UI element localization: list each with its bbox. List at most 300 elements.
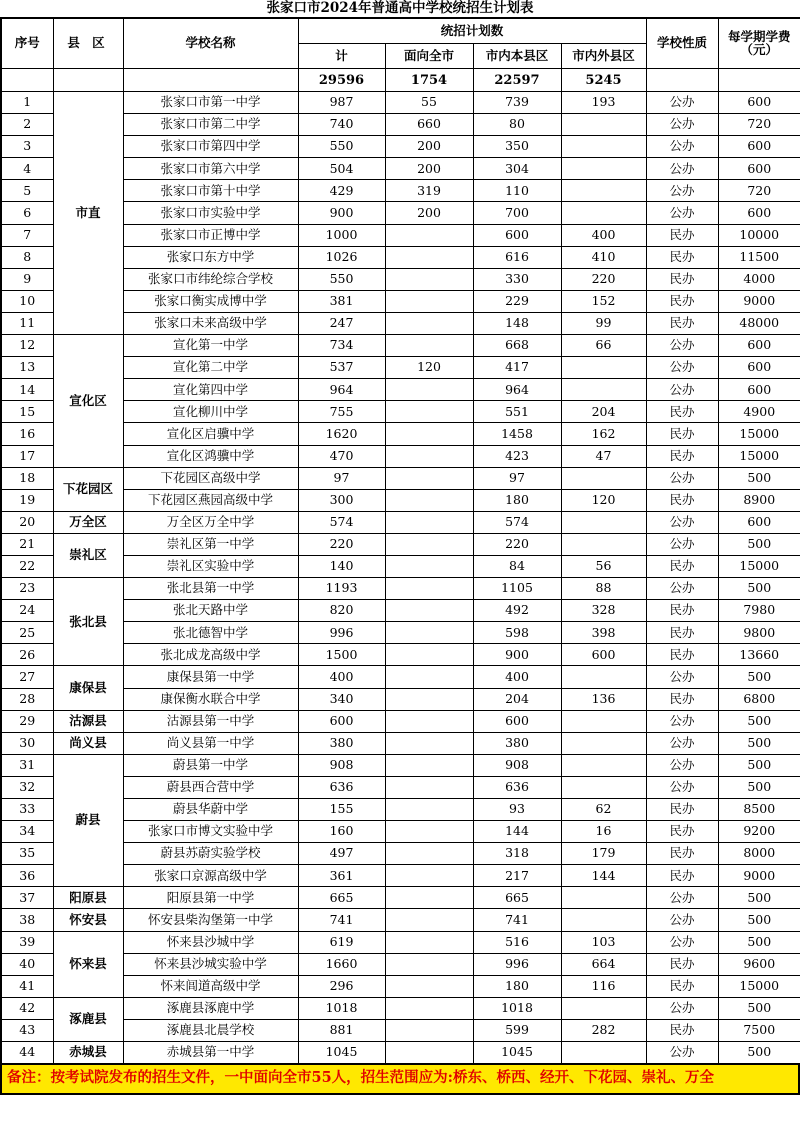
cell-index: 1 [1,92,53,114]
cell-fee: 9000 [718,865,800,887]
cell-in-city-local: 908 [473,754,561,776]
cell-fee: 4900 [718,401,800,423]
cell-citywide [385,865,473,887]
cell-total: 964 [298,379,385,401]
cell-citywide [385,1042,473,1065]
cell-in-city-local: 1045 [473,1042,561,1065]
cell-in-city-other [561,379,646,401]
cell-county: 下花园区 [53,467,123,511]
table-row[interactable] [1,666,800,688]
cell-in-city-local: 492 [473,600,561,622]
cell-total: 140 [298,555,385,577]
cell-fee: 600 [718,379,800,401]
cell-index: 2 [1,114,53,136]
cell-index: 12 [1,335,53,357]
cell-nature: 公办 [646,909,718,931]
cell-citywide [385,268,473,290]
cell-fee: 600 [718,92,800,114]
cell-in-city-local: 516 [473,931,561,953]
cell-citywide [385,887,473,909]
cell-index: 28 [1,688,53,710]
cell-school: 张家口市纬纶综合学校 [123,268,298,290]
cell-total: 300 [298,489,385,511]
cell-school: 张家口市正博中学 [123,224,298,246]
cell-in-city-local: 110 [473,180,561,202]
cell-in-city-local: 741 [473,909,561,931]
cell-nature: 公办 [646,202,718,224]
cell-citywide [385,423,473,445]
cell-in-city-local: 574 [473,511,561,533]
cell-in-city-other: 47 [561,445,646,467]
cell-total: 340 [298,688,385,710]
cell-total: 1045 [298,1042,385,1065]
table-row[interactable] [1,92,800,114]
cell-fee: 500 [718,666,800,688]
cell-nature: 公办 [646,158,718,180]
cell-school: 蔚县西合营中学 [123,776,298,798]
cell-school: 蔚县苏蔚实验学校 [123,843,298,865]
cell-school: 蔚县华蔚中学 [123,799,298,821]
cell-in-city-other: 103 [561,931,646,953]
cell-county: 涿鹿县 [53,997,123,1041]
cell-total: 1018 [298,997,385,1019]
cell-school: 怀来闾道高级中学 [123,975,298,997]
cell-nature: 民办 [646,799,718,821]
cell-index: 4 [1,158,53,180]
cell-fee: 600 [718,357,800,379]
cell-total: 987 [298,92,385,114]
cell-index: 10 [1,290,53,312]
cell-fee: 13660 [718,644,800,666]
cell-total: 400 [298,666,385,688]
cell-citywide [385,600,473,622]
cell-in-city-other [561,710,646,732]
table-row[interactable] [1,997,800,1019]
cell-in-city-other [561,158,646,180]
cell-in-city-other [561,180,646,202]
cell-school: 宣化区启骥中学 [123,423,298,445]
table-row[interactable] [1,732,800,754]
cell-nature: 民办 [646,489,718,511]
header-row-top [1,18,800,44]
cell-total: 537 [298,357,385,379]
column-header-school: 学校名称 [123,18,298,69]
cell-fee: 500 [718,1042,800,1065]
cell-in-city-other: 193 [561,92,646,114]
cell-in-city-other: 88 [561,578,646,600]
cell-fee: 15000 [718,423,800,445]
cell-citywide [385,688,473,710]
cell-in-city-other [561,1042,646,1065]
cell-nature: 民办 [646,423,718,445]
cell-in-city-local: 417 [473,357,561,379]
cell-citywide [385,401,473,423]
cell-nature: 公办 [646,887,718,909]
cell-citywide [385,622,473,644]
column-header-citywide: 面向全市 [385,44,473,69]
cell-in-city-other [561,533,646,555]
cell-citywide [385,732,473,754]
cell-total: 470 [298,445,385,467]
cell-county: 怀来县 [53,931,123,997]
cell-total: 908 [298,754,385,776]
cell-in-city-other: 56 [561,555,646,577]
cell-citywide [385,644,473,666]
cell-nature: 民办 [646,246,718,268]
cell-fee: 600 [718,136,800,158]
cell-in-city-other: 400 [561,224,646,246]
cell-fee: 7980 [718,600,800,622]
cell-in-city-local: 700 [473,202,561,224]
cell-school: 宣化区鸿骥中学 [123,445,298,467]
cell-school: 张家口市第十中学 [123,180,298,202]
cell-in-city-other: 152 [561,290,646,312]
cell-nature: 公办 [646,732,718,754]
cell-school: 张家口市第六中学 [123,158,298,180]
cell-citywide: 660 [385,114,473,136]
cell-fee: 500 [718,754,800,776]
table-row[interactable] [1,511,800,533]
cell-total: 550 [298,268,385,290]
cell-in-city-local: 1018 [473,997,561,1019]
cell-index: 36 [1,865,53,887]
column-header-county: 县 区 [53,18,123,69]
cell-school: 张北德智中学 [123,622,298,644]
cell-in-city-local: 636 [473,776,561,798]
cell-in-city-local: 900 [473,644,561,666]
cell-in-city-local: 598 [473,622,561,644]
cell-in-city-local: 668 [473,335,561,357]
cell-in-city-other: 220 [561,268,646,290]
summary-nature-blank [646,69,718,92]
cell-citywide: 200 [385,136,473,158]
cell-fee: 600 [718,511,800,533]
cell-county: 市直 [53,92,123,335]
cell-citywide: 120 [385,357,473,379]
cell-index: 18 [1,467,53,489]
cell-fee: 720 [718,114,800,136]
cell-in-city-local: 423 [473,445,561,467]
cell-fee: 600 [718,202,800,224]
cell-citywide [385,799,473,821]
cell-fee: 600 [718,335,800,357]
column-header-in-city-other: 市内外县区 [561,44,646,69]
cell-nature: 公办 [646,335,718,357]
cell-in-city-local: 1105 [473,578,561,600]
cell-nature: 公办 [646,931,718,953]
cell-fee: 500 [718,732,800,754]
cell-nature: 民办 [646,843,718,865]
cell-fee: 500 [718,467,800,489]
cell-school: 沽源县第一中学 [123,710,298,732]
cell-nature: 公办 [646,136,718,158]
cell-fee: 9600 [718,953,800,975]
cell-citywide [385,997,473,1019]
cell-index: 41 [1,975,53,997]
cell-county: 赤城县 [53,1042,123,1065]
cell-school: 崇礼区实验中学 [123,555,298,577]
cell-index: 32 [1,776,53,798]
cell-nature: 民办 [646,445,718,467]
cell-total: 1500 [298,644,385,666]
cell-index: 26 [1,644,53,666]
cell-total: 741 [298,909,385,931]
cell-school: 宣化第一中学 [123,335,298,357]
summary-citywide: 1754 [385,69,473,92]
cell-index: 25 [1,622,53,644]
cell-total: 155 [298,799,385,821]
cell-nature: 民办 [646,975,718,997]
cell-fee: 48000 [718,312,800,334]
cell-in-city-local: 600 [473,224,561,246]
table-row[interactable] [1,887,800,909]
cell-fee: 8500 [718,799,800,821]
cell-citywide [385,909,473,931]
cell-nature: 公办 [646,180,718,202]
cell-in-city-local: 599 [473,1019,561,1041]
cell-in-city-local: 204 [473,688,561,710]
cell-fee: 4000 [718,268,800,290]
cell-index: 24 [1,600,53,622]
column-header-fee [718,18,800,69]
cell-nature: 公办 [646,467,718,489]
cell-in-city-other: 179 [561,843,646,865]
cell-school: 张家口东方中学 [123,246,298,268]
summary-fee-blank [718,69,800,92]
cell-nature: 公办 [646,357,718,379]
cell-fee: 500 [718,997,800,1019]
cell-fee: 8900 [718,489,800,511]
cell-total: 550 [298,136,385,158]
cell-citywide: 55 [385,92,473,114]
cell-citywide [385,931,473,953]
cell-fee: 500 [718,710,800,732]
cell-index: 21 [1,533,53,555]
cell-school: 尚义县第一中学 [123,732,298,754]
cell-school: 涿鹿县涿鹿中学 [123,997,298,1019]
table-row[interactable] [1,467,800,489]
cell-school: 康保县第一中学 [123,666,298,688]
cell-in-city-other: 162 [561,423,646,445]
summary-index-blank [1,69,53,92]
table-header [1,18,800,69]
cell-total: 900 [298,202,385,224]
cell-fee: 600 [718,158,800,180]
cell-citywide: 319 [385,180,473,202]
cell-total: 247 [298,312,385,334]
cell-in-city-local: 84 [473,555,561,577]
cell-nature: 民办 [646,600,718,622]
cell-in-city-other: 410 [561,246,646,268]
cell-in-city-local: 330 [473,268,561,290]
cell-index: 17 [1,445,53,467]
cell-index: 6 [1,202,53,224]
cell-index: 16 [1,423,53,445]
cell-total: 1193 [298,578,385,600]
cell-index: 19 [1,489,53,511]
cell-nature: 民办 [646,865,718,887]
column-header-index: 序号 [1,18,53,69]
cell-citywide [385,246,473,268]
enrollment-plan-table [0,17,800,1065]
cell-in-city-local: 148 [473,312,561,334]
cell-index: 31 [1,754,53,776]
cell-fee: 9200 [718,821,800,843]
cell-nature: 公办 [646,578,718,600]
cell-index: 14 [1,379,53,401]
cell-total: 755 [298,401,385,423]
cell-in-city-other [561,511,646,533]
cell-fee: 15000 [718,445,800,467]
cell-in-city-other: 282 [561,1019,646,1041]
cell-school: 张家口衡实成博中学 [123,290,298,312]
cell-school: 万全区万全中学 [123,511,298,533]
cell-citywide [385,578,473,600]
cell-in-city-local: 400 [473,666,561,688]
cell-in-city-local: 304 [473,158,561,180]
cell-fee: 500 [718,887,800,909]
cell-fee: 15000 [718,555,800,577]
cell-in-city-other [561,114,646,136]
cell-in-city-local: 600 [473,710,561,732]
cell-total: 160 [298,821,385,843]
cell-county: 崇礼区 [53,533,123,577]
cell-total: 1000 [298,224,385,246]
cell-nature: 民办 [646,555,718,577]
cell-citywide [385,445,473,467]
cell-school: 张家口未来高级中学 [123,312,298,334]
cell-total: 881 [298,1019,385,1041]
cell-total: 665 [298,887,385,909]
cell-school: 涿鹿县北晨学校 [123,1019,298,1041]
cell-citywide [385,335,473,357]
cell-index: 35 [1,843,53,865]
table-row[interactable] [1,710,800,732]
table-row[interactable] [1,754,800,776]
cell-in-city-other: 328 [561,600,646,622]
cell-total: 574 [298,511,385,533]
cell-school: 怀来县沙城中学 [123,931,298,953]
cell-nature: 民办 [646,401,718,423]
cell-in-city-local: 220 [473,533,561,555]
cell-nature: 民办 [646,312,718,334]
cell-total: 619 [298,931,385,953]
cell-school: 赤城县第一中学 [123,1042,298,1065]
cell-fee: 15000 [718,975,800,997]
cell-index: 5 [1,180,53,202]
cell-in-city-local: 80 [473,114,561,136]
table-row[interactable] [1,335,800,357]
cell-total: 1026 [298,246,385,268]
cell-county: 怀安县 [53,909,123,931]
cell-in-city-local: 97 [473,467,561,489]
cell-school: 宣化柳川中学 [123,401,298,423]
cell-county: 尚义县 [53,732,123,754]
cell-total: 429 [298,180,385,202]
cell-citywide [385,710,473,732]
cell-index: 8 [1,246,53,268]
cell-nature: 公办 [646,754,718,776]
cell-in-city-local: 739 [473,92,561,114]
cell-school: 怀来县沙城实验中学 [123,953,298,975]
cell-nature: 民办 [646,290,718,312]
cell-county: 宣化区 [53,335,123,468]
cell-index: 34 [1,821,53,843]
summary-row [1,69,800,92]
cell-in-city-local: 551 [473,401,561,423]
cell-county: 康保县 [53,666,123,710]
cell-fee: 6800 [718,688,800,710]
cell-index: 29 [1,710,53,732]
table-row[interactable] [1,533,800,555]
cell-fee: 720 [718,180,800,202]
cell-in-city-other: 398 [561,622,646,644]
column-header-group-plan: 统招计划数 [298,18,646,44]
cell-total: 381 [298,290,385,312]
cell-county: 张北县 [53,578,123,666]
cell-index: 42 [1,997,53,1019]
cell-in-city-other [561,776,646,798]
cell-in-city-local: 616 [473,246,561,268]
cell-school: 张家口市第一中学 [123,92,298,114]
cell-citywide [385,379,473,401]
cell-school: 下花园区高级中学 [123,467,298,489]
cell-school: 张家口京源高级中学 [123,865,298,887]
cell-total: 740 [298,114,385,136]
cell-nature: 民办 [646,1019,718,1041]
cell-index: 15 [1,401,53,423]
cell-school: 张北天路中学 [123,600,298,622]
cell-index: 44 [1,1042,53,1065]
summary-school-blank [123,69,298,92]
cell-in-city-other: 600 [561,644,646,666]
cell-school: 张家口市实验中学 [123,202,298,224]
cell-in-city-other: 62 [561,799,646,821]
cell-total: 1620 [298,423,385,445]
cell-citywide [385,843,473,865]
cell-in-city-other: 144 [561,865,646,887]
cell-index: 9 [1,268,53,290]
table-row[interactable] [1,1042,800,1065]
table-row[interactable] [1,931,800,953]
table-row[interactable] [1,909,800,931]
cell-nature: 公办 [646,114,718,136]
cell-index: 38 [1,909,53,931]
cell-in-city-other [561,666,646,688]
table-body [1,69,800,1065]
cell-index: 37 [1,887,53,909]
table-row[interactable] [1,578,800,600]
cell-county: 蔚县 [53,754,123,887]
cell-total: 361 [298,865,385,887]
cell-citywide [385,511,473,533]
cell-citywide [385,290,473,312]
cell-in-city-other: 66 [561,335,646,357]
cell-nature: 民办 [646,622,718,644]
column-header-fee-line2: （元） [740,41,779,57]
column-header-total: 计 [298,44,385,69]
cell-nature: 民办 [646,688,718,710]
cell-index: 30 [1,732,53,754]
cell-citywide [385,776,473,798]
cell-nature: 公办 [646,92,718,114]
cell-fee: 500 [718,533,800,555]
cell-school: 张家口市第二中学 [123,114,298,136]
cell-in-city-local: 380 [473,732,561,754]
summary-total: 29596 [298,69,385,92]
cell-fee: 500 [718,578,800,600]
cell-in-city-other: 204 [561,401,646,423]
